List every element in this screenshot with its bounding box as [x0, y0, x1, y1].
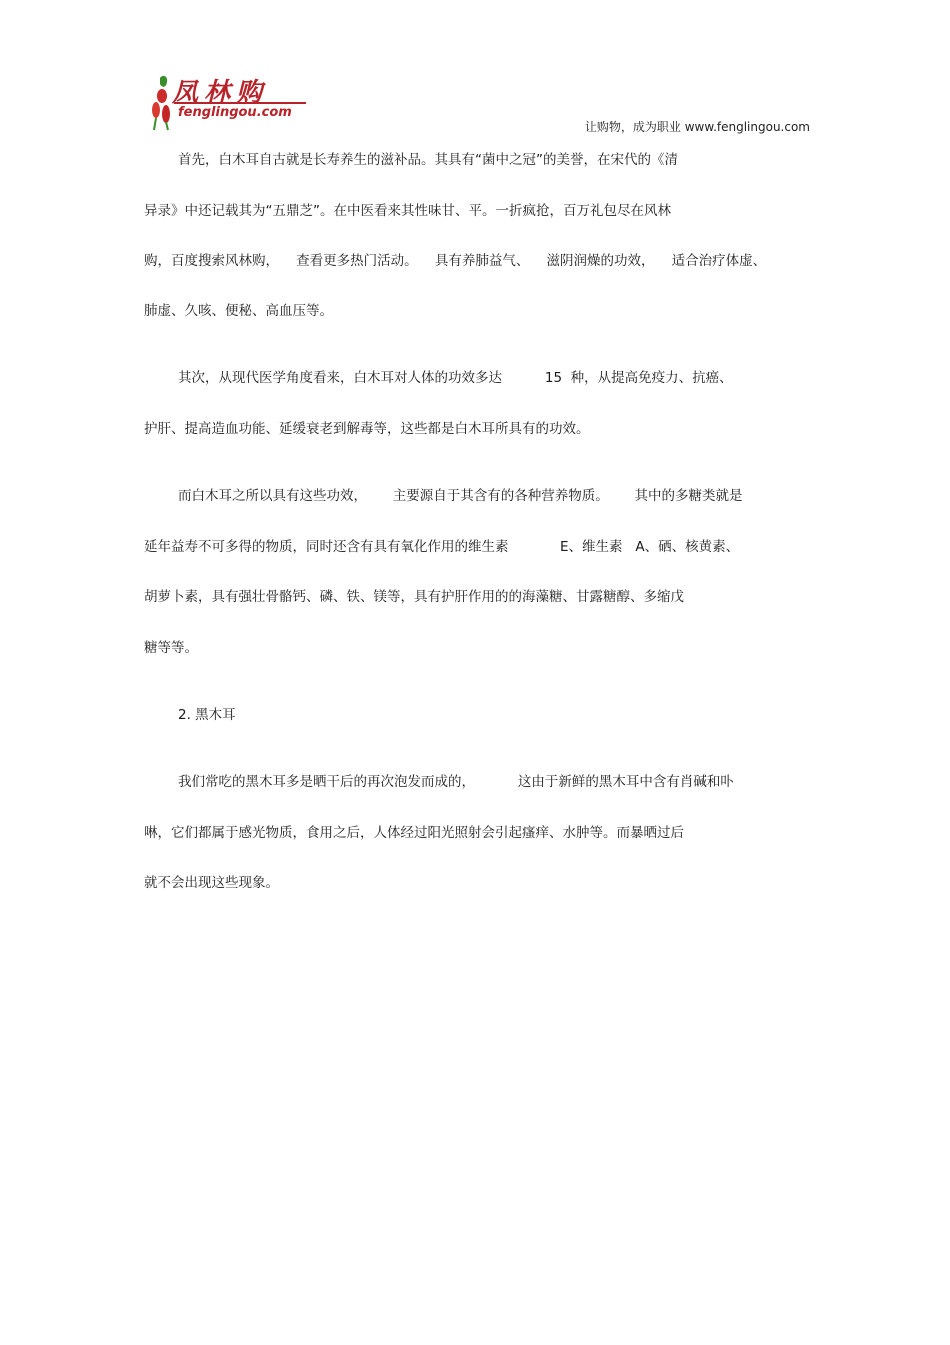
- paragraph-3-line-4: 糖等等。: [144, 640, 198, 656]
- paragraph-1-line-1: 首先，白木耳自古就是长寿养生的滋补品。其具有“菌中之冠”的美誉，在宋代的《清: [178, 152, 678, 168]
- paragraph-4-line-3: 就不会出现这些现象。: [144, 875, 279, 891]
- paragraph-3-line-2: 延年益寿不可多得的物质，同时还含有具有氧化作用的维生素 E、维生素 A、硒、核黄素、: [144, 539, 740, 555]
- paragraph-1-line-2: 异录》中还记载其为“五鼎芝”。在中医看来其性味甘、平。一折疯抢，百万礼包尽在风林: [144, 203, 671, 219]
- paragraph-3-line-3: 胡萝卜素，具有强壮骨骼钙、磷、铁、镁等，具有护肝作用的的海藻糖、甘露糖醇、多缩戊: [144, 589, 684, 605]
- logo-domain-text: fenglingou.com: [178, 105, 292, 120]
- page-header: [150, 72, 810, 132]
- paragraph-1-line-3: 购，百度搜索风林购， 查看更多热门活动。 具有养肺益气、 滋阴润燥的功效， 适合治疗体虚、: [144, 253, 767, 269]
- paragraph-3-line-1: 而白木耳之所以具有这些功效， 主要源自于其含有的各种营养物质。 其中的多糖类就是: [178, 488, 743, 504]
- paragraph-4-line-2: 啉，它们都属于感光物质，食用之后，人体经过阳光照射会引起瘙痒、水肿等。而暴晒过后: [144, 825, 684, 841]
- section-heading: 2. 黑木耳: [178, 707, 236, 723]
- paragraph-2-line-2: 护肝、提高造血功能、延缓衰老到解毒等，这些都是白木耳所具有的功效。: [144, 421, 590, 437]
- paragraph-1-line-4: 肺虚、久咳、便秘、高血压等。: [144, 303, 333, 319]
- paragraph-2-line-1: 其次，从现代医学角度看来，白木耳对人体的功效多达 15 种，从提高免疫力、抗癌、: [178, 370, 733, 386]
- logo-chinese-text: 凤林购: [172, 78, 269, 108]
- paragraph-4-line-1: 我们常吃的黑木耳多是晒干后的再次泡发而成的， 这由于新鲜的黑木耳中含有肖碱和卟: [178, 774, 734, 790]
- fenglingou-logo[interactable]: [150, 72, 310, 130]
- header-slogan: 让购物，成为职业 www.fenglingou.com: [584, 120, 810, 134]
